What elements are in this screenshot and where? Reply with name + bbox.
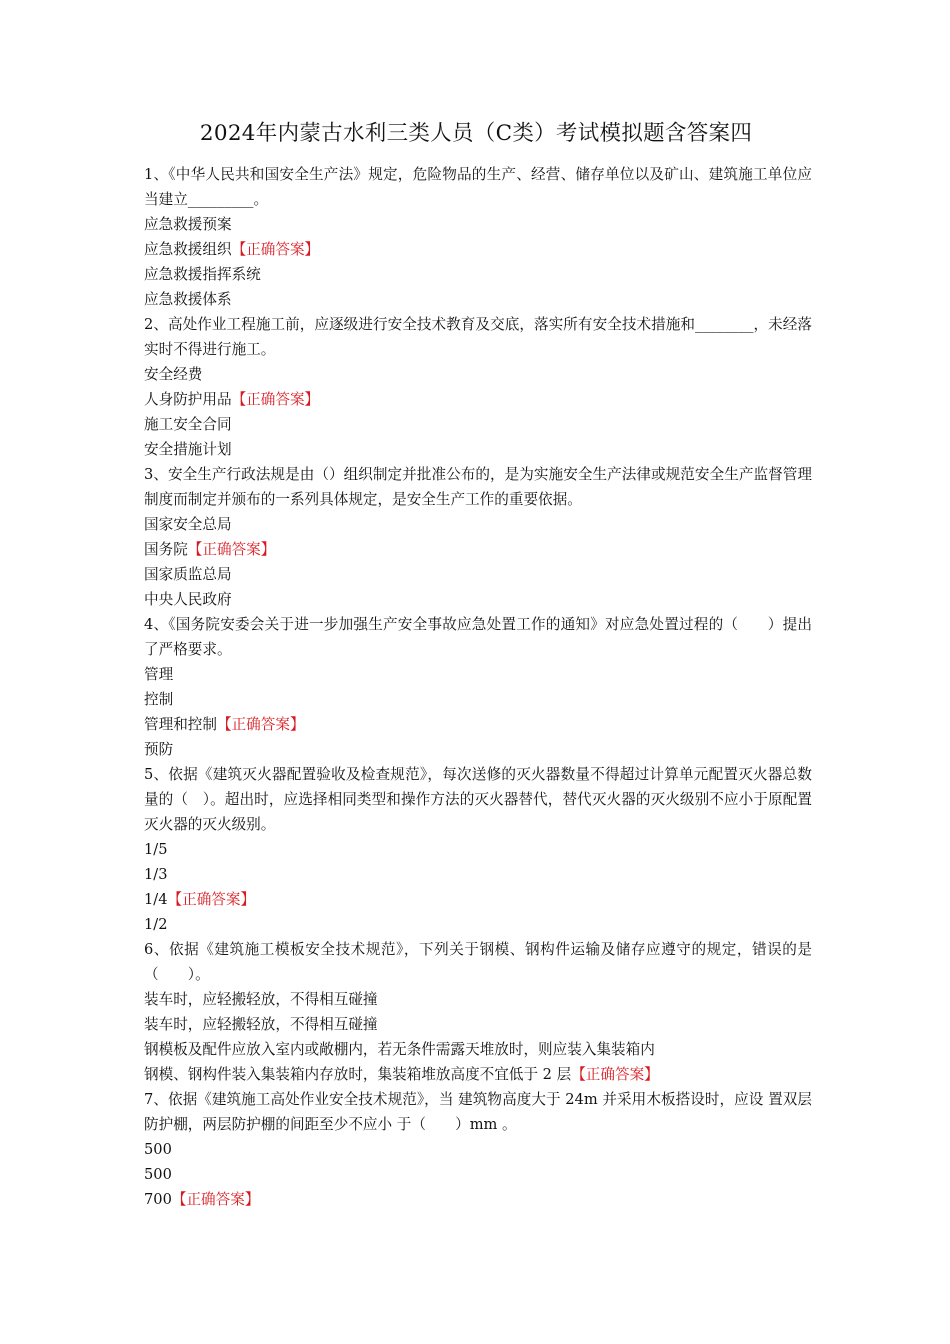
answer-option xyxy=(144,862,812,887)
answer-option-text: 1/2 xyxy=(144,916,168,933)
answer-option xyxy=(144,287,812,312)
answer-option xyxy=(144,912,812,937)
answer-option xyxy=(144,737,812,762)
answer-option-text: 控制 xyxy=(144,691,174,708)
answer-option xyxy=(144,587,812,612)
answer-option-text: 安全经费 xyxy=(144,366,203,383)
answer-option xyxy=(144,712,812,737)
question-block xyxy=(144,162,812,312)
answer-option-text: 应急救援组织 xyxy=(144,241,232,258)
question-block xyxy=(144,312,812,462)
answer-option xyxy=(144,1187,812,1212)
answer-option xyxy=(144,1037,812,1062)
answer-option xyxy=(144,237,812,262)
correct-answer-mark: 【正确答案】 xyxy=(231,241,320,258)
correct-answer-mark: 【正确答案】 xyxy=(171,1191,260,1208)
answer-option xyxy=(144,1062,812,1087)
document-page xyxy=(144,118,812,1212)
answer-option-text: 预防 xyxy=(144,741,174,758)
question-text: 4、《国务院安委会关于进一步加强生产安全事故应急处置工作的通知》对应急处置过程的（ ）提出了严格要求。 xyxy=(144,616,812,658)
question-list xyxy=(144,162,812,1212)
answer-option xyxy=(144,262,812,287)
answer-option xyxy=(144,562,812,587)
correct-answer-mark: 【正确答案】 xyxy=(187,541,276,558)
answer-option xyxy=(144,987,812,1012)
correct-answer-mark: 【正确答案】 xyxy=(167,891,256,908)
answer-option-text: 管理 xyxy=(144,666,174,683)
question-text: 1、《中华人民共和国安全生产法》规定，危险物品的生产、经营、储存单位以及矿山、建筑施工单位应当建立_________。 xyxy=(144,166,812,208)
question-block xyxy=(144,612,812,762)
answer-option xyxy=(144,687,812,712)
answer-option-text: 国家质监总局 xyxy=(144,566,232,583)
answer-option xyxy=(144,437,812,462)
answer-option xyxy=(144,887,812,912)
answer-option-text: 钢模、钢构件装入集装箱内存放时，集装箱堆放高度不宜低于 2 层 xyxy=(144,1066,572,1083)
answer-option-text: 施工安全合同 xyxy=(144,416,232,433)
answer-option-text: 1/4 xyxy=(144,891,168,908)
answer-option-text: 应急救援指挥系统 xyxy=(144,266,261,283)
answer-option xyxy=(144,662,812,687)
answer-option xyxy=(144,362,812,387)
question-block xyxy=(144,1087,812,1212)
answer-option xyxy=(144,1012,812,1037)
question-text: 7、依据《建筑施工高处作业安全技术规范》，当 建筑物高度大于 24m 并采用木板搭设时，应设 置双层防护棚，两层防护棚的间距至少不应小 于（ ）mm 。 xyxy=(144,1091,812,1133)
answer-option xyxy=(144,1137,812,1162)
answer-option xyxy=(144,1162,812,1187)
answer-option-text: 安全措施计划 xyxy=(144,441,232,458)
answer-option-text: 国家安全总局 xyxy=(144,516,232,533)
answer-option xyxy=(144,837,812,862)
answer-option-text: 应急救援预案 xyxy=(144,216,232,233)
answer-option-text: 人身防护用品 xyxy=(144,391,232,408)
correct-answer-mark: 【正确答案】 xyxy=(231,391,320,408)
answer-option xyxy=(144,412,812,437)
answer-option xyxy=(144,212,812,237)
question-block xyxy=(144,762,812,937)
answer-option-text: 装车时，应轻搬轻放，不得相互碰撞 xyxy=(144,1016,378,1033)
answer-option xyxy=(144,512,812,537)
answer-option-text: 国务院 xyxy=(144,541,188,558)
question-block xyxy=(144,937,812,1087)
answer-option-text: 钢模板及配件应放入室内或敞棚内，若无条件需露天堆放时，则应装入集装箱内 xyxy=(144,1041,655,1058)
answer-option-text: 700 xyxy=(144,1191,172,1208)
answer-option xyxy=(144,537,812,562)
answer-option-text: 500 xyxy=(144,1166,172,1183)
answer-option xyxy=(144,387,812,412)
answer-option-text: 500 xyxy=(144,1141,172,1158)
question-text: 2、高处作业工程施工前，应逐级进行安全技术教育及交底，落实所有安全技术措施和________，未经落实时不得进行施工。 xyxy=(144,316,812,358)
question-text: 3、安全生产行政法规是由（）组织制定并批准公布的，是为实施安全生产法律或规范安全生产监督管理制度而制定并颁布的一系列具体规定，是安全生产工作的重要依据。 xyxy=(144,466,812,508)
correct-answer-mark: 【正确答案】 xyxy=(216,716,305,733)
question-text: 5、依据《建筑灭火器配置验收及检查规范》，每次送修的灭火器数量不得超过计算单元配置灭火器总数量的（ ）。超出时，应选择相同类型和操作方法的灭火器替代，替代灭火器的灭火级别不应小于原配置灭火器的灭火级别。 xyxy=(144,766,812,833)
answer-option-text: 管理和控制 xyxy=(144,716,217,733)
correct-answer-mark: 【正确答案】 xyxy=(571,1066,659,1083)
answer-option-text: 1/3 xyxy=(144,866,168,883)
question-block xyxy=(144,462,812,612)
answer-option-text: 中央人民政府 xyxy=(144,591,232,608)
document-title: 2024年内蒙古水利三类人员（C类）考试模拟题含答案四 xyxy=(199,121,753,146)
answer-option-text: 装车时，应轻搬轻放，不得相互碰撞 xyxy=(144,991,378,1008)
answer-option-text: 应急救援体系 xyxy=(144,291,232,308)
question-text: 6、依据《建筑施工模板安全技术规范》，下列关于钢模、钢构件运输及储存应遵守的规定，错误的是（ ）。 xyxy=(144,941,812,983)
answer-option-text: 1/5 xyxy=(144,841,168,858)
